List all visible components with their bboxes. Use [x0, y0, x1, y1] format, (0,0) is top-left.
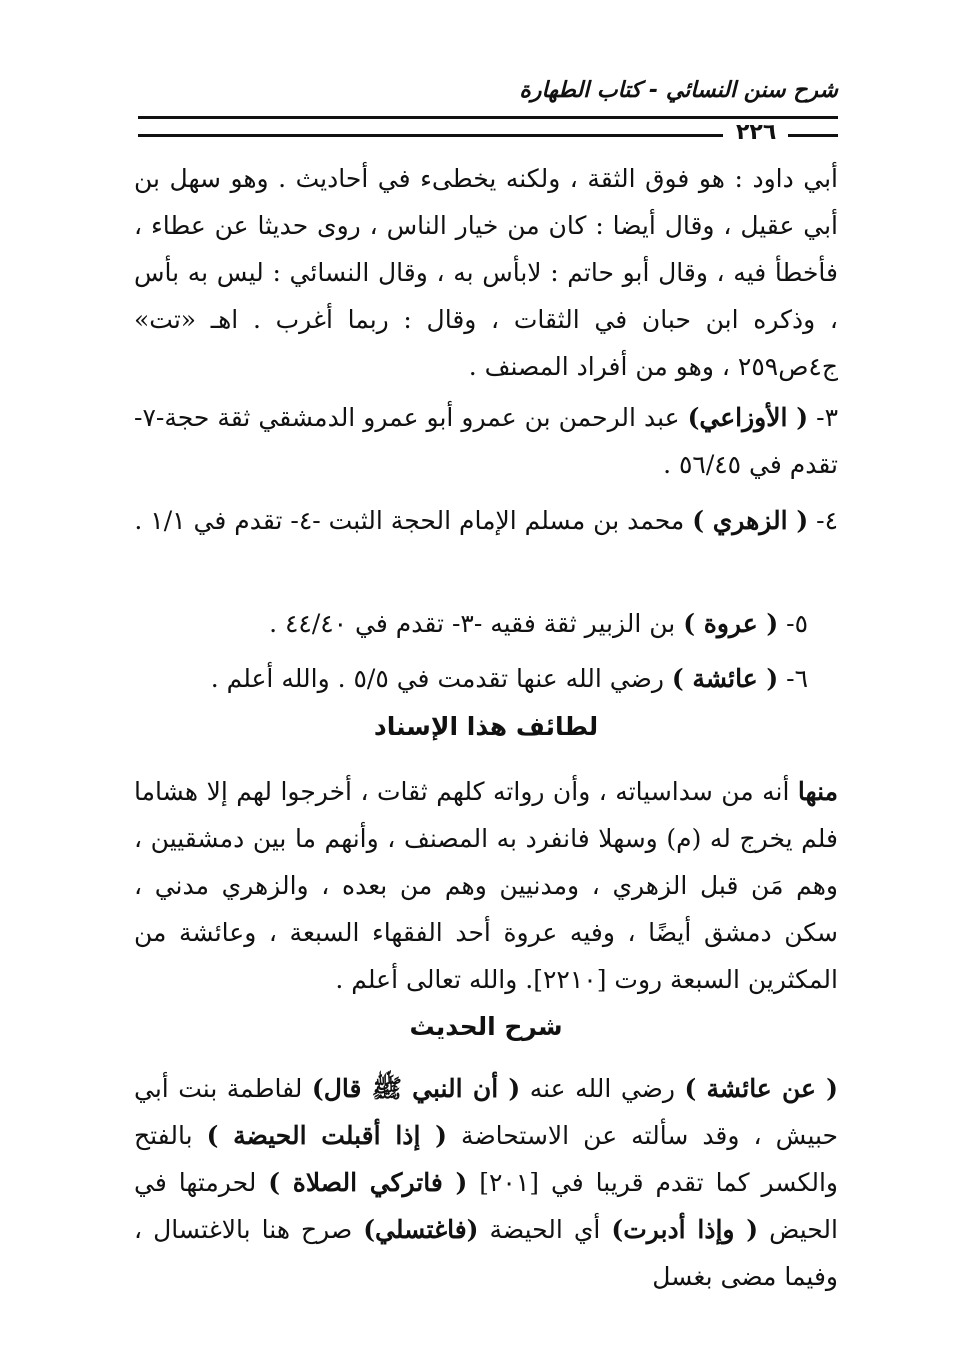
section-heading-sharh: شرح الحديث [409, 1012, 563, 1041]
narrator-name: ( الزهري ) [692, 506, 809, 535]
text-6: صرح هنا بالاغتسال ، وفيما مضى بغسل [134, 1215, 838, 1291]
narrator-number: ٤- [808, 506, 838, 535]
text-2: لفاطمة بنت أبي حبيش ، وقد سألته عن الاستحاضة [134, 1074, 839, 1150]
paragraph-narrator-5 [134, 600, 808, 647]
page-number: ٢٢٦ [736, 120, 777, 145]
quote-2: ( أن النبي ﷺ قال) [311, 1074, 521, 1103]
narrator-text: عبد الرحمن بن عمرو أبو عمرو الدمشقي ثقة حجة-٧- تقدم في ٥٦/٤٥ . [134, 403, 838, 479]
paragraph-narrator-6 [134, 655, 808, 702]
quote-4: ( فاتركي الصلاة ) [268, 1168, 468, 1197]
quote-3: ( إذا أقبلت الحيضة ) [206, 1121, 448, 1150]
section-heading-isnad: لطائف هذا الإسناد [373, 712, 599, 741]
paragraph-narrator-2-cont [134, 155, 838, 390]
quote-6: (فاغتسلي) [363, 1215, 479, 1244]
narrator-text: رضي الله عنها تقدمت في ٥/٥ . والله أعلم . [210, 664, 672, 693]
header-rule [138, 116, 838, 119]
narrator-text: بن الزبير ثقة فقيه -٣- تقدم في ٤٤/٤٠ . [269, 609, 684, 638]
narrator-name: ( عائشة ) [671, 664, 779, 693]
paragraph-text: أنه من سداسياته ، وأن رواته كلهم ثقات ، أخرجوا لهم إلا هشاما فلم يخرج له (م) وسهلا فانفرد به المصنف ، وأنهم ما بين دمشقيين ، وهم مَن قبل الزهري ، ومدنيين وهم من بعده ، والزهري مدني ، سكن دمشق أيضًا ، وفيه عروة أحد الفقهاء السبعة ، وعائشة من المكثرين السبعة روت [٢٢١٠]. والله تعالى أعلم . [134, 777, 838, 994]
running-header-title: شرح سنن النسائي - كتاب الطهارة [519, 78, 838, 103]
narrator-name: ( عروة ) [683, 609, 779, 638]
narrator-number: ٥- [778, 609, 808, 638]
lead-word: منها [797, 777, 838, 806]
narrator-number: ٣- [808, 403, 838, 432]
text-4: لحرمتها في الحيض [134, 1168, 838, 1244]
text-1: رضي الله عنه [520, 1074, 685, 1103]
quote-1: ( عن عائشة ) [684, 1074, 838, 1103]
narrator-text: محمد بن مسلم الإمام الحجة الثبت -٤- تقدم في ١/١ . [134, 506, 693, 535]
header-line-short [788, 134, 838, 137]
quote-5: ( وإذا أدبرت) [611, 1215, 759, 1244]
text-3: بالفتح والكسر كما تقدم قريبا في [٢٠١] [134, 1121, 838, 1197]
paragraph-narrator-3 [134, 394, 838, 488]
text-5: أي الحيضة [478, 1215, 612, 1244]
narrator-name: ( الأوزاعي) [687, 403, 809, 432]
paragraph-hadith-explanation [134, 1065, 838, 1300]
narrator-number: ٦- [778, 664, 808, 693]
paragraph-narrator-4 [134, 497, 838, 544]
header-row [138, 120, 838, 154]
paragraph-isnad-notes [134, 768, 838, 1003]
paragraph-text: أبي داود : هو فوق الثقة ، ولكنه يخطىء في أحاديث . وهو سهل بن أبي عقيل ، وقال أيضا : كان من خيار الناس ، روى حديثا عن عطاء ، فأخطأ فيه ، وقال أبو حاتم : لابأس به ، وقال النسائي : ليس به بأس ، وذكره ابن حبان في الثقات ، وقال : ربما أغرب . اهـ «تت» ج٤ص٢٥٩ ، وهو من أفراد المصنف . [134, 164, 838, 381]
header-line-long [138, 134, 723, 137]
